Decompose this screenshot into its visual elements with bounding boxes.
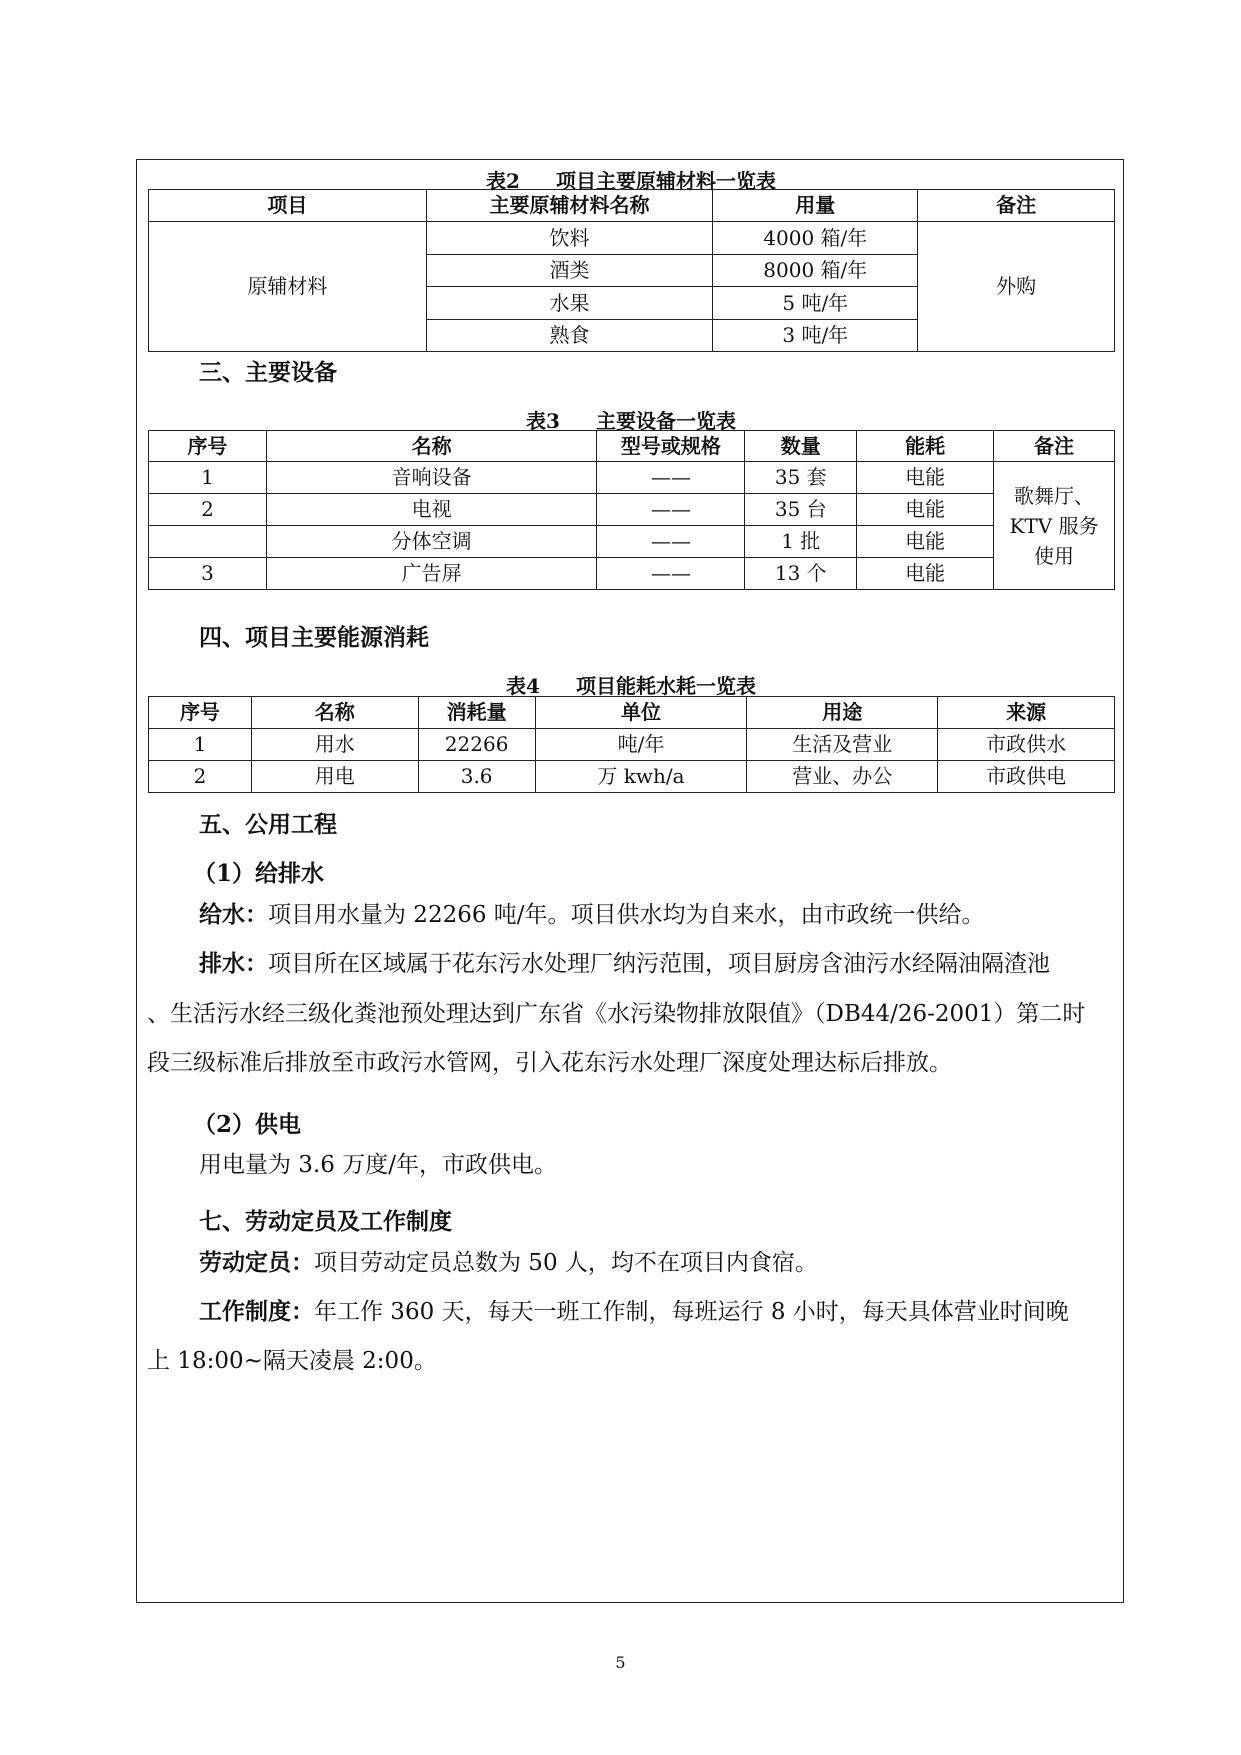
- remark-line: KTV 服务: [1009, 513, 1099, 538]
- equipment-name: 音响设备: [266, 462, 597, 494]
- table-header-cell: 能耗: [857, 431, 994, 462]
- document-frame: [136, 159, 1124, 1603]
- table-header-cell: 备注: [994, 431, 1115, 462]
- table-row: [149, 558, 1115, 590]
- table-header-cell: 名称: [251, 697, 418, 729]
- resource-use: 生活及营业: [747, 729, 938, 761]
- table-header-cell: 来源: [938, 697, 1115, 729]
- remark-cell: [994, 462, 1115, 590]
- material-name: 饮料: [426, 222, 713, 255]
- subsection-heading: （1）给排水: [193, 860, 325, 887]
- material-name: 水果: [426, 287, 713, 320]
- schedule-line-1: 工作制度：年工作 360 天，每天一班工作制，每班运行 8 小时，每天具体营业时间晚: [199, 1298, 1069, 1325]
- remark-line: 歌舞厅、: [1014, 483, 1095, 508]
- staff-paragraph: 劳动定员：项目劳动定员总数为 50 人，均不在项目内食宿。: [199, 1249, 818, 1276]
- table-row: [149, 494, 1115, 526]
- drainage-line-3: 段三级标准后排放至市政污水管网，引入花东污水处理厂深度处理达标后排放。: [147, 1050, 952, 1076]
- category-cell: 原辅材料: [149, 222, 427, 352]
- equipment-name: 广告屏: [266, 558, 597, 590]
- table-header-cell: 序号: [149, 431, 267, 462]
- material-amount: 8000 箱/年: [713, 255, 918, 287]
- table-row: [149, 761, 1115, 793]
- section-heading: 四、项目主要能源消耗: [199, 624, 429, 651]
- table3: [148, 430, 1115, 590]
- material-name: 酒类: [426, 255, 713, 287]
- row-number: 2: [149, 494, 267, 526]
- table-header-row: [149, 697, 1115, 729]
- section-heading: 五、公用工程: [199, 811, 337, 838]
- table-row: [149, 462, 1115, 494]
- equipment-energy: 电能: [857, 494, 994, 526]
- table4: [148, 696, 1115, 793]
- equipment-spec: ——: [597, 462, 745, 494]
- resource-amount: 3.6: [418, 761, 535, 793]
- row-number: [149, 526, 267, 558]
- resource-source: 市政供电: [938, 761, 1115, 793]
- resource-source: 市政供水: [938, 729, 1115, 761]
- staff-label: 劳动定员：: [199, 1249, 314, 1276]
- equipment-qty: 1 批: [745, 526, 857, 558]
- section-heading: 三、主要设备: [199, 359, 337, 386]
- table-header-cell: 序号: [149, 697, 252, 729]
- equipment-qty: 35 台: [745, 494, 857, 526]
- resource-name: 用水: [251, 729, 418, 761]
- table-row: [149, 729, 1115, 761]
- material-amount: 5 吨/年: [713, 287, 918, 320]
- material-amount: 3 吨/年: [713, 320, 918, 352]
- drainage-label: 排水：: [199, 950, 268, 977]
- water-supply-paragraph: 给水：项目用水量为 22266 吨/年。项目供水均为自来水，由市政统一供给。: [199, 901, 985, 928]
- subsection-heading: （2）供电: [193, 1111, 302, 1138]
- table-header-cell: 名称: [266, 431, 597, 462]
- equipment-energy: 电能: [857, 462, 994, 494]
- table-row: [149, 526, 1115, 558]
- table-header-row: [149, 431, 1115, 462]
- remark-cell: 外购: [918, 222, 1115, 352]
- schedule-line-2: 上 18:00~隔天凌晨 2:00。: [147, 1348, 437, 1374]
- material-amount: 4000 箱/年: [713, 222, 918, 255]
- row-number: 1: [149, 729, 252, 761]
- equipment-energy: 电能: [857, 558, 994, 590]
- equipment-name: 分体空调: [266, 526, 597, 558]
- table3-caption: 表3 主要设备一览表: [526, 409, 736, 433]
- table-header-cell: 单位: [535, 697, 747, 729]
- resource-name: 用电: [251, 761, 418, 793]
- table-row: [149, 222, 1115, 255]
- table4-caption: 表4 项目能耗水耗一览表: [506, 674, 756, 698]
- equipment-spec: ——: [597, 494, 745, 526]
- equipment-spec: ——: [597, 558, 745, 590]
- table2-caption: 表2 项目主要原辅材料一览表: [486, 169, 776, 193]
- resource-unit: 吨/年: [535, 729, 747, 761]
- table-header-row: [149, 190, 1115, 222]
- table-header-cell: 消耗量: [418, 697, 535, 729]
- resource-use: 营业、办公: [747, 761, 938, 793]
- material-name: 熟食: [426, 320, 713, 352]
- drainage-line-1: 排水：项目所在区域属于花东污水处理厂纳污范围，项目厨房含油污水经隔油隔渣池: [199, 950, 1050, 977]
- drainage-line-2: 、生活污水经三级化粪池预处理达到广东省《水污染物排放限值》（DB44/26-2001）第二时: [147, 1001, 1086, 1027]
- table-header-cell: 项目: [149, 190, 427, 222]
- schedule-label: 工作制度：: [199, 1298, 314, 1325]
- table-header-cell: 用途: [747, 697, 938, 729]
- remark-line: 使用: [1034, 543, 1075, 568]
- row-number: 1: [149, 462, 267, 494]
- row-number: 2: [149, 761, 252, 793]
- table-header-cell: 用量: [713, 190, 918, 222]
- page-number: 5: [615, 1653, 626, 1672]
- equipment-spec: ——: [597, 526, 745, 558]
- resource-amount: 22266: [418, 729, 535, 761]
- resource-unit: 万 kwh/a: [535, 761, 747, 793]
- table-header-cell: 数量: [745, 431, 857, 462]
- table-header-cell: 主要原辅材料名称: [426, 190, 713, 222]
- equipment-qty: 13 个: [745, 558, 857, 590]
- section-heading: 七、劳动定员及工作制度: [199, 1208, 452, 1235]
- table-header-cell: 备注: [918, 190, 1115, 222]
- row-number: 3: [149, 558, 267, 590]
- table2: [148, 189, 1115, 352]
- equipment-energy: 电能: [857, 526, 994, 558]
- table-header-cell: 型号或规格: [597, 431, 745, 462]
- equipment-name: 电视: [266, 494, 597, 526]
- water-supply-label: 给水：: [199, 901, 268, 928]
- power-paragraph: 用电量为 3.6 万度/年，市政供电。: [199, 1152, 557, 1178]
- equipment-qty: 35 套: [745, 462, 857, 494]
